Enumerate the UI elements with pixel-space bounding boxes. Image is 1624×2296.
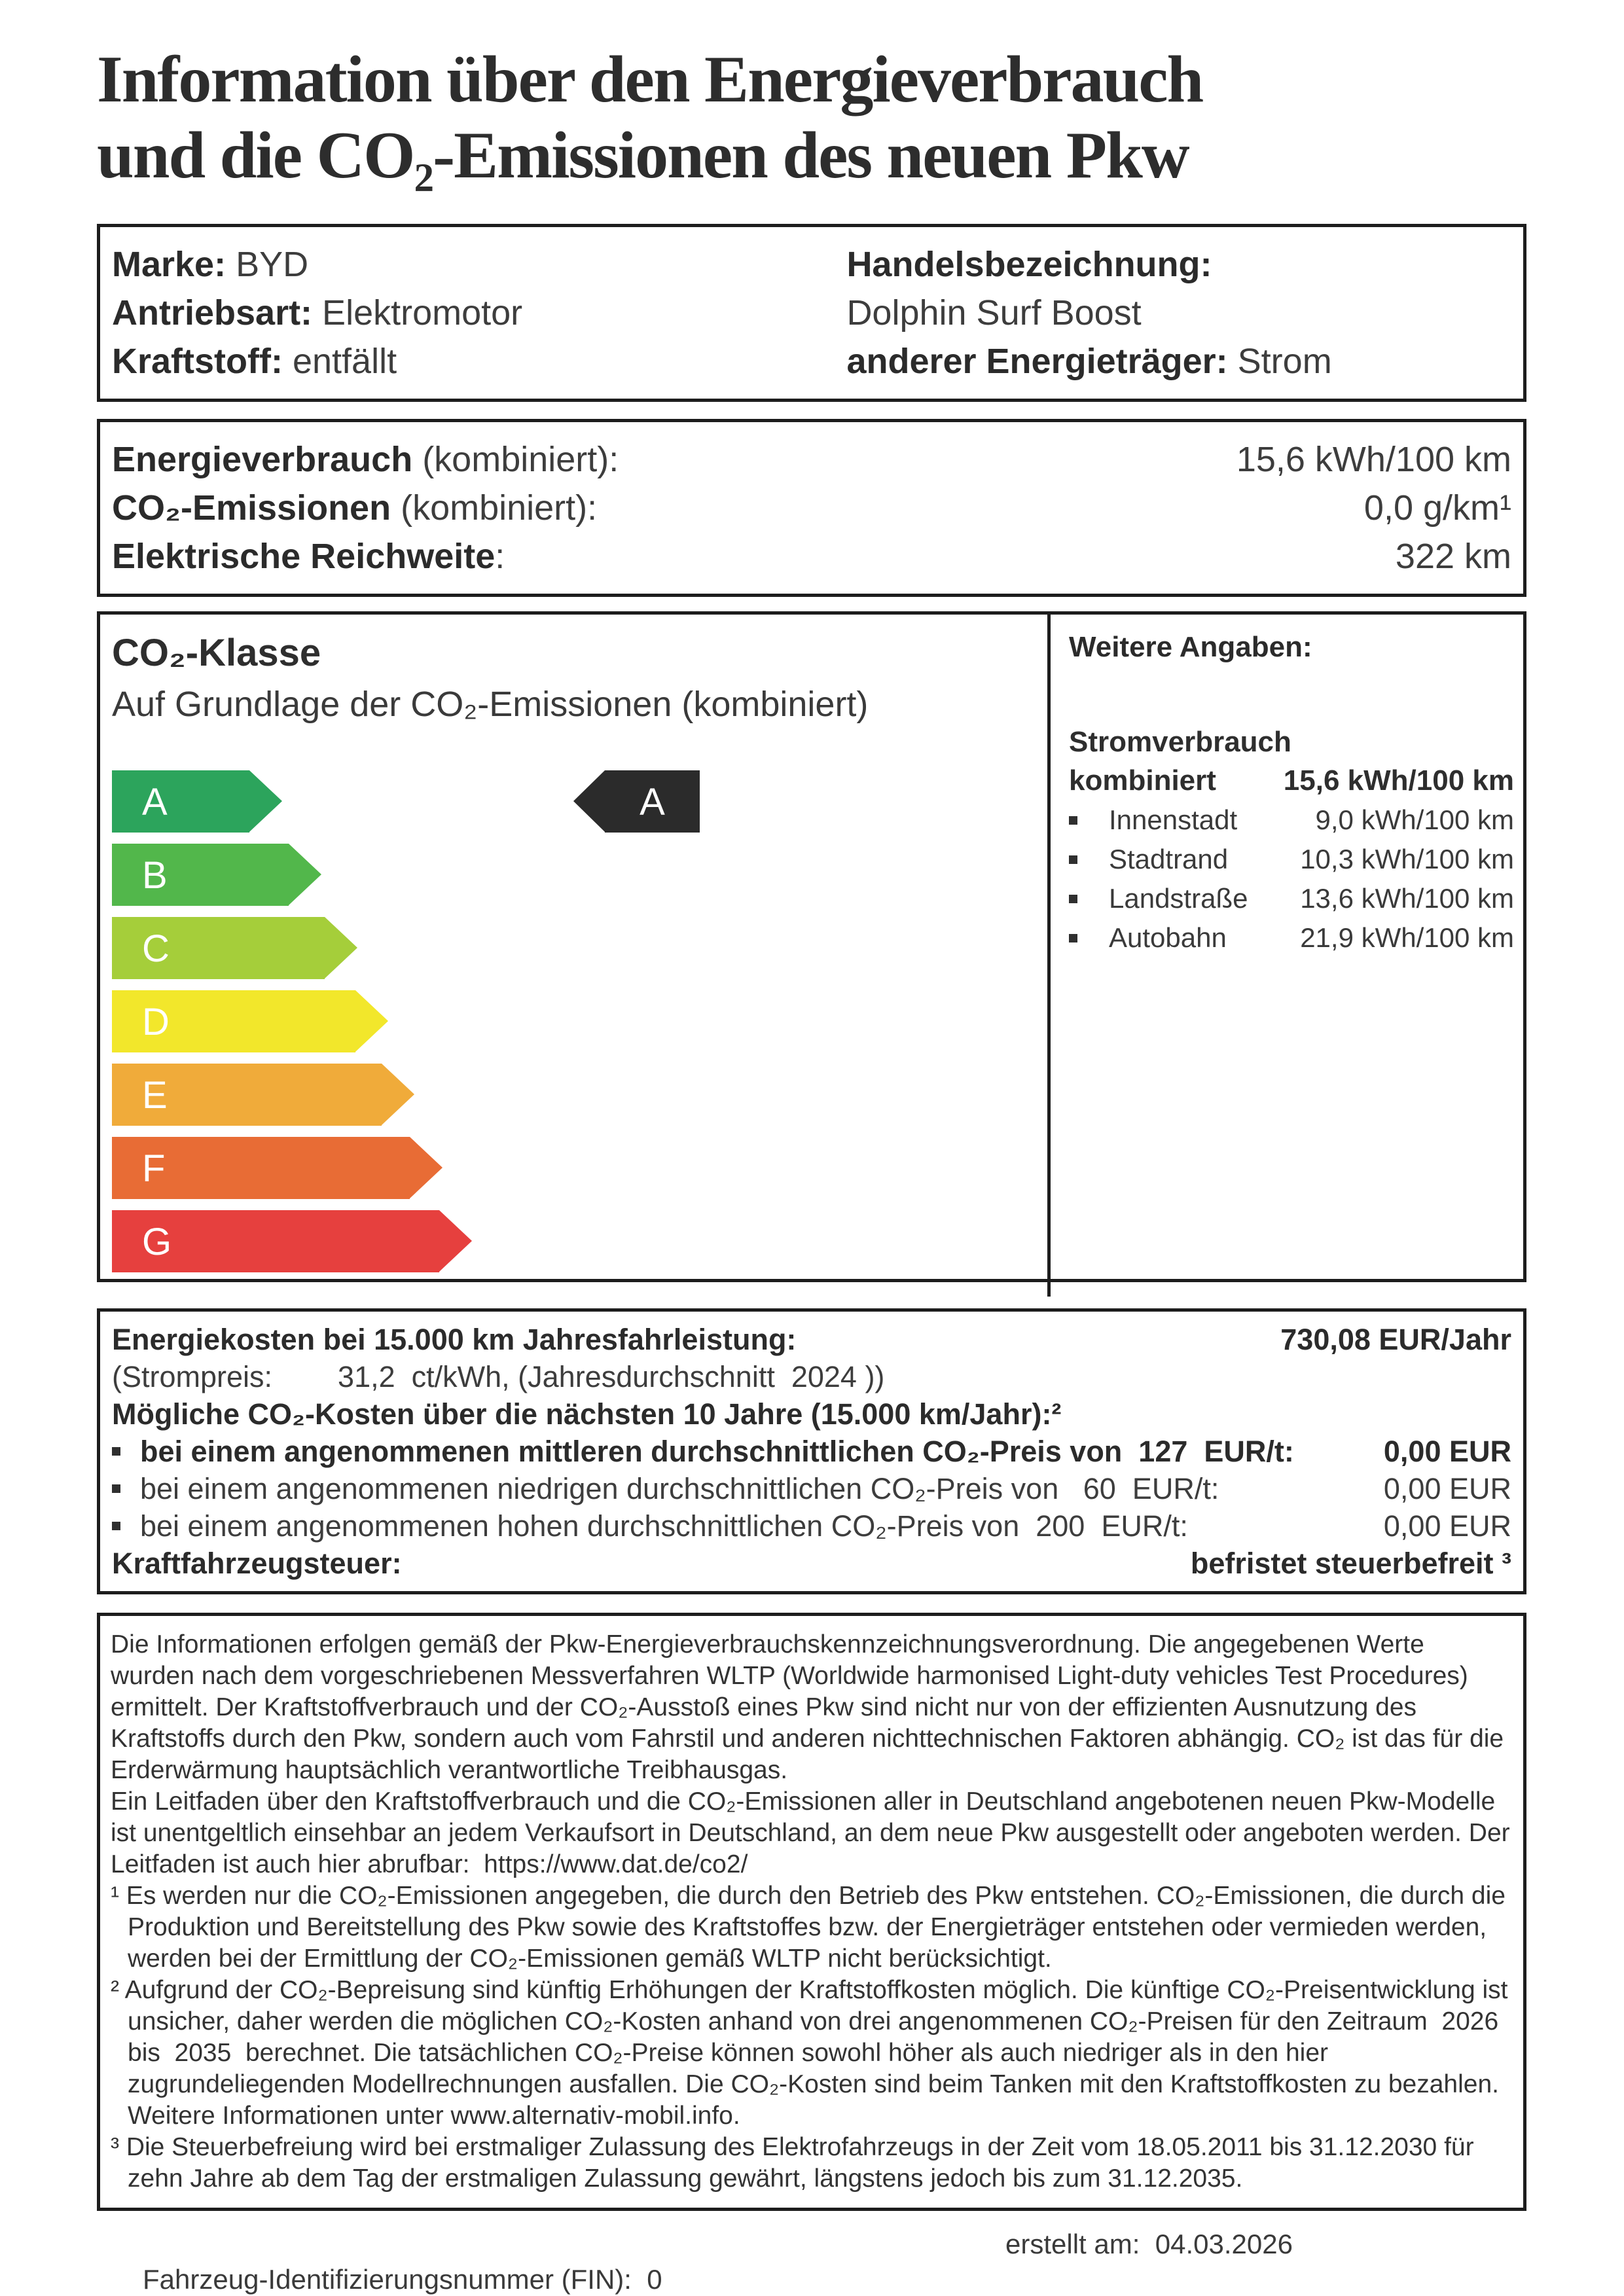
reichweite-term: Elektrische Reichweite <box>112 537 496 576</box>
stromverbrauch-item-autobahn <box>1069 918 1514 958</box>
item-value: 0,00 EUR <box>1383 1435 1511 1468</box>
arrow-tip <box>249 770 282 832</box>
marke-value: BYD <box>226 245 309 284</box>
footnote-3: ³ Die Steuerbefreiung wird bei erstmaliger Zulassung des Elektrofahrzeugs in der Zeit vom 18.05.2011 bis 31.12.2030 für zehn Jahre ab dem Tag der erstmaligen Zulassung gewährt, längstens jedoch bis zum 31.12.2035. <box>111 2133 1481 2193</box>
marke-label: Marke: <box>112 245 226 284</box>
co2-class-arrow-g <box>112 1210 439 1272</box>
item-label: Innenstadt <box>1109 804 1238 835</box>
item-value: 0,00 EUR <box>1383 1472 1511 1505</box>
co2-class-letter-b: B <box>142 854 168 897</box>
title-line-1: Information über den Energieverbrauch <box>97 43 1203 117</box>
fin-value: 0 <box>647 2264 662 2295</box>
co2-class-row-b <box>112 844 1036 906</box>
co2-kosten-heading-row <box>112 1395 1511 1433</box>
co2-class-row-c <box>112 917 1036 979</box>
energiekosten-label: Energiekosten bei 15.000 km Jahresfahrleistung: <box>112 1323 797 1356</box>
fine-print-paragraph-1: Die Informationen erfolgen gemäß der Pkw-Energieverbrauchskennzeichnungsverordnung. Die angegebenen Werte wurden nach dem vorgeschriebenen Messverfahren WLTP (Worldwide harmonised Light-duty vehicles Test Procedures) ermittelt. Der Kraftstoffverbrauch und der CO₂-Ausstoß eines Pkw sind nicht nur von der effizienten Ausnutzung des Kraftstoffs durch den Pkw, sondern auch vom Fahrstil und anderen nichttechnischen Faktoren abhängig. CO₂ ist das für die Erderwärmung hauptsächlich verantwortliche Treibhausgas. <box>111 1630 1511 1784</box>
co2-class-box <box>97 611 1526 1282</box>
antriebsart-label: Antriebsart: <box>112 293 313 332</box>
co2-class-panel <box>100 615 1047 1297</box>
weitere-angaben-panel <box>1047 615 1523 1297</box>
kraftfahrzeugsteuer-row <box>112 1545 1511 1582</box>
kraftstoff-label: Kraftstoff: <box>112 342 283 381</box>
consumption-box <box>97 419 1526 597</box>
stromverbrauch-kombiniert-row <box>1069 761 1514 800</box>
co2-class-arrow-e <box>112 1064 382 1126</box>
energieverbrauch-term: Energieverbrauch <box>112 440 413 479</box>
stromverbrauch-item-stadtrand <box>1069 840 1514 879</box>
co2-class-letter-a: A <box>142 781 168 823</box>
fine-print-box <box>97 1613 1526 2211</box>
square-bullet-icon <box>112 1522 120 1530</box>
arrow-tip <box>382 1064 414 1125</box>
co2-kosten-item-niedrig <box>112 1470 1511 1507</box>
handelsbezeichnung-value: Dolphin Surf Boost <box>846 293 1142 332</box>
arrow-tip <box>410 1137 442 1198</box>
square-bullet-icon <box>112 1447 120 1456</box>
energiekosten-row <box>112 1321 1511 1358</box>
footer <box>97 2227 1526 2296</box>
fin-label: Fahrzeug-Identifizierungsnummer (FIN): <box>143 2264 647 2295</box>
kraftfahrzeugsteuer-label: Kraftfahrzeugsteuer: <box>112 1547 402 1580</box>
energy-costs-box <box>97 1308 1526 1594</box>
item-label: Landstraße <box>1109 883 1248 914</box>
co2-class-arrow-d <box>112 990 355 1052</box>
energieverbrauch-label <box>112 435 619 484</box>
co2-class-arrow-f <box>112 1137 410 1199</box>
stromverbrauch-item-innenstadt <box>1069 800 1514 840</box>
vehicle-info-right-column <box>846 240 1511 386</box>
co2-class-arrow-b <box>112 844 289 906</box>
co2-class-scale <box>112 770 1036 1272</box>
stromverbrauch-item-landstrasse <box>1069 879 1514 918</box>
co2-class-subheading: Auf Grundlage der CO₂-Emissionen (kombiniert) <box>112 685 869 724</box>
strompreis-row <box>112 1358 1511 1395</box>
stromverbrauch-heading: Stromverbrauch <box>1069 726 1291 758</box>
weitere-angaben-heading: Weitere Angaben: <box>1069 631 1312 663</box>
reichweite-label <box>112 532 505 581</box>
antriebsart-row <box>112 289 846 337</box>
co2-class-letter-f: F <box>142 1147 166 1190</box>
co2-emissionen-row <box>112 484 1511 532</box>
arrow-tip <box>289 844 321 905</box>
co2-class-row-f <box>112 1137 1036 1199</box>
erstellt-am-label: erstellt am: <box>1005 2229 1155 2259</box>
square-bullet-icon <box>1069 855 1077 864</box>
co2-class-letter-g: G <box>142 1221 172 1263</box>
square-bullet-icon <box>1069 895 1077 903</box>
square-bullet-icon <box>1069 816 1077 825</box>
co2-kosten-heading: Mögliche CO₂-Kosten über die nächsten 10 Jahre (15.000 km/Jahr):² <box>112 1397 1062 1431</box>
erstellt-am-row <box>1005 2227 1293 2262</box>
co2-class-row-e <box>112 1064 1036 1126</box>
kombiniert-label: kombiniert <box>1069 764 1216 797</box>
item-value: 0,00 EUR <box>1383 1509 1511 1543</box>
kraftstoff-row <box>112 337 846 386</box>
reichweite-row <box>112 532 1511 581</box>
co2-kosten-item-hoch <box>112 1507 1511 1545</box>
item-text: bei einem angenommenen hohen durchschnittlichen CO₂-Preis von 200 EUR/t: <box>140 1509 1188 1543</box>
item-value: 10,3 kWh/100 km <box>1300 844 1514 874</box>
kombiniert-value: 15,6 kWh/100 km <box>1283 764 1514 797</box>
co2-class-heading: CO₂-Klasse <box>112 632 321 674</box>
co2-class-indicator-letter: A <box>640 781 665 823</box>
reichweite-value: 322 km <box>1395 537 1511 576</box>
item-text: bei einem angenommenen mittleren durchschnittlichen CO₂-Preis von 127 EUR/t: <box>140 1435 1294 1468</box>
energietraeger-label: anderer Energieträger: <box>846 342 1228 381</box>
energietraeger-value: Strom <box>1227 342 1332 381</box>
co2-class-row-g <box>112 1210 1036 1272</box>
co2-kosten-item-mittel <box>112 1433 1511 1470</box>
co2-emissionen-suffix: (kombiniert): <box>391 488 598 528</box>
item-value: 21,9 kWh/100 km <box>1300 922 1514 953</box>
arrow-tip <box>325 917 357 978</box>
co2-emissionen-value: 0,0 g/km¹ <box>1363 488 1511 528</box>
page-title <box>97 42 1526 194</box>
kraftstoff-value: entfällt <box>282 342 397 381</box>
arrow-tip <box>439 1210 472 1272</box>
co2-emissionen-term: CO₂-Emissionen <box>112 488 391 528</box>
item-text: bei einem angenommenen niedrigen durchschnittlichen CO₂-Preis von 60 EUR/t: <box>140 1472 1219 1505</box>
energieverbrauch-row <box>112 435 1511 484</box>
footnote-1: ¹ Es werden nur die CO₂-Emissionen angegeben, die durch den Betrieb des Pkw entstehen. CO₂-Emissionen, die durch die Produktion und Bereitstellung des Pkw sowie des Kraftstoffes bzw. der Energieträger entstehen oder vermieden werden, werden bei der Ermittlung der CO₂-Emissionen gemäß WLTP nicht berücksichtigt. <box>111 1882 1513 1973</box>
co2-class-arrow-a <box>112 770 249 833</box>
co2-class-row-d <box>112 990 1036 1052</box>
co2-class-arrow-c <box>112 917 325 979</box>
square-bullet-icon <box>1069 934 1077 942</box>
energieverbrauch-value: 15,6 kWh/100 km <box>1236 440 1511 479</box>
item-label: Stadtrand <box>1109 844 1229 874</box>
co2-class-letter-c: C <box>142 927 170 970</box>
vehicle-info-box <box>97 224 1526 402</box>
item-label: Autobahn <box>1109 922 1227 953</box>
co2-class-indicator <box>605 770 700 833</box>
energietraeger-row <box>846 337 1511 386</box>
vehicle-info-left-column <box>112 240 846 386</box>
item-value: 13,6 kWh/100 km <box>1300 883 1514 914</box>
co2-class-letter-d: D <box>142 1001 170 1043</box>
fin-row <box>143 2264 662 2295</box>
indicator-arrow-tip <box>573 770 605 832</box>
square-bullet-icon <box>112 1484 120 1493</box>
item-value: 9,0 kWh/100 km <box>1315 804 1514 835</box>
fine-print-paragraph-2: Ein Leitfaden über den Kraftstoffverbrauch und die CO₂-Emissionen aller in Deutschland angebotenen neuen Pkw-Modelle ist unentgeltlich einsehbar an jedem Verkaufsort in Deutschland, an dem neue Pkw ausgestellt oder angeboten werden. Der Leitfaden ist auch hier abrufbar: https://www.dat.de/co2/ <box>111 1787 1517 1878</box>
antriebsart-value: Elektromotor <box>312 293 523 332</box>
erstellt-am-value: 04.03.2026 <box>1155 2229 1293 2259</box>
co2-class-letter-e: E <box>142 1074 168 1117</box>
strompreis-line: (Strompreis: 31,2 ct/kWh, (Jahresdurchschnitt 2024 )) <box>112 1360 885 1393</box>
footnote-2: ² Aufgrund der CO₂-Bepreisung sind künftig Erhöhungen der Kraftstoffkosten möglich. Die künftige CO₂-Preisentwicklung ist unsicher, daher werden die möglichen CO₂-Kosten anhand von drei angenommenen CO₂-Preisen für den Zeitraum 2026 bis 2035 berechnet. Die tatsächlichen CO₂-Preise können sowohl höher als auch niedriger als in den hier zugrundeliegenden Modellrechnungen ausfallen. Die CO₂-Kosten sind beim Tanken mit den Kraftstoffkosten zu bezahlen. Weitere Informationen unter www.alternativ-mobil.info. <box>111 1976 1515 2130</box>
energiekosten-value: 730,08 EUR/Jahr <box>1280 1323 1511 1356</box>
arrow-tip <box>355 990 388 1052</box>
kraftfahrzeugsteuer-value: befristet steuerbefreit ³ <box>1190 1547 1511 1580</box>
co2-emissionen-label <box>112 484 597 532</box>
energieverbrauch-suffix: (kombiniert): <box>412 440 619 479</box>
reichweite-suffix: : <box>495 537 505 576</box>
title-line-2: und die CO₂-Emissionen des neuen Pkw <box>97 118 1189 192</box>
handelsbezeichnung-label: Handelsbezeichnung: <box>846 245 1212 284</box>
marke-row <box>112 240 846 289</box>
